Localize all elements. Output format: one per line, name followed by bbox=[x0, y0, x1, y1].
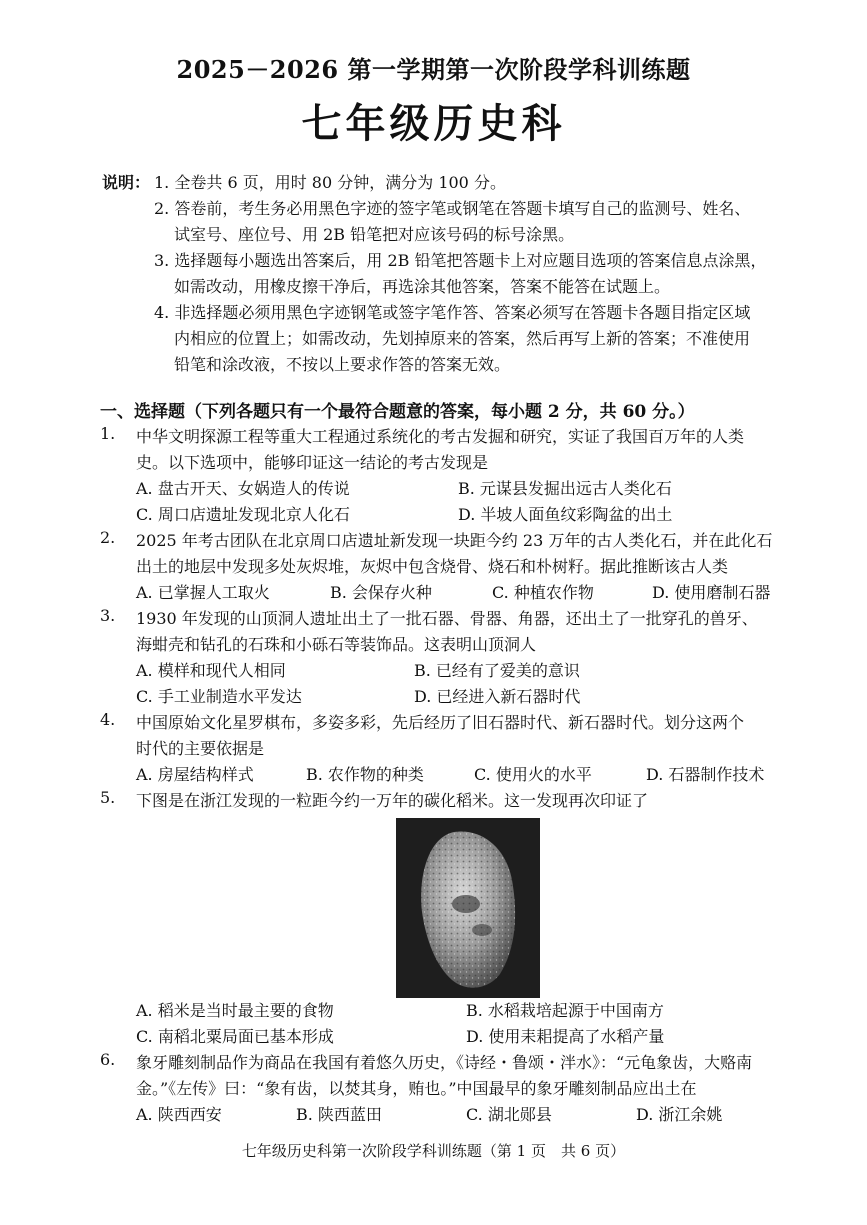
instruction-line: 2. 答卷前，考生务必用黑色字迹的签字笔或钢笔在答题卡填写自己的监测号、姓名、 bbox=[154, 199, 751, 218]
question-number: 2. bbox=[100, 528, 116, 547]
option-a: A. 房屋结构样式 bbox=[136, 765, 254, 784]
question-number: 1. bbox=[100, 424, 116, 443]
question-text: 中华文明探源工程等重大工程通过系统化的考古发掘和研究，实证了我国百万年的人类 bbox=[136, 427, 745, 446]
instruction-line: 1. 全卷共 6 页，用时 80 分钟，满分为 100 分。 bbox=[154, 173, 506, 192]
question-text: 1930 年发现的山顶洞人遗址出土了一批石器、骨器、角器，还出土了一批穿孔的兽牙、 bbox=[136, 609, 758, 628]
rice-grain-icon bbox=[396, 818, 540, 998]
option-b: B. 农作物的种类 bbox=[306, 765, 424, 784]
question-text: 金。”《左传》曰：“象有齿，以焚其身，贿也。”中国最早的象牙雕刻制品应出土在 bbox=[136, 1079, 697, 1098]
question-text: 出土的地层中发现多处灰烬堆，灰烬中包含烧骨、烧石和朴树籽。据此推断该古人类 bbox=[136, 557, 729, 576]
option-c: C. 周口店遗址发现北京人化石 bbox=[136, 505, 350, 524]
question-text: 下图是在浙江发现的一粒距今约一万年的碳化稻米。这一发现再次印证了 bbox=[136, 791, 649, 810]
question-5 bbox=[100, 788, 840, 814]
question-text: 史。以下选项中，能够印证这一结论的考古发现是 bbox=[136, 453, 489, 472]
question-2 bbox=[100, 528, 840, 606]
option-b: B. 水稻栽培起源于中国南方 bbox=[466, 1001, 664, 1020]
option-d: D. 浙江余姚 bbox=[636, 1105, 723, 1124]
question-number: 5. bbox=[100, 788, 116, 807]
instruction-line: 试室号、座位号、用 2B 铅笔把对应该号码的标号涂黑。 bbox=[174, 225, 575, 244]
section-heading: 一、选择题（下列各题只有一个最符合题意的答案，每小题 2 分，共 60 分。） bbox=[100, 402, 695, 422]
option-c: C. 种植农作物 bbox=[492, 583, 594, 602]
option-d: D. 已经进入新石器时代 bbox=[414, 687, 581, 706]
option-c: C. 南稻北粟局面已基本形成 bbox=[136, 1027, 334, 1046]
question-text: 象牙雕刻制品作为商品在我国有着悠久历史，《诗经・鲁颂・泮水》：“元龟象齿，大赂南 bbox=[136, 1053, 753, 1072]
question-5-options bbox=[100, 998, 840, 1050]
instruction-line: 4. 非选择题必须用黑色字迹钢笔或签字笔作答、答案必须写在答题卡各题目指定区域 bbox=[154, 303, 751, 322]
option-b: B. 已经有了爱美的意识 bbox=[414, 661, 580, 680]
instruction-line: 如需改动，用橡皮擦干净后，再选涂其他答案，答案不能答在试题上。 bbox=[174, 277, 671, 296]
option-d: D. 石器制作技术 bbox=[646, 765, 765, 784]
instruction-line: 内相应的位置上；如需改动，先划掉原来的答案，然后再写上新的答案；不准使用 bbox=[174, 329, 751, 348]
subject-title: 七年级历史科 bbox=[301, 100, 566, 147]
option-c: C. 湖北郧县 bbox=[466, 1105, 552, 1124]
instruction-line: 铅笔和涂改液，不按以上要求作答的答案无效。 bbox=[174, 355, 511, 374]
instructions bbox=[102, 170, 837, 378]
option-b: B. 陕西蓝田 bbox=[296, 1105, 382, 1124]
instructions-block bbox=[102, 170, 837, 378]
question-4 bbox=[100, 710, 840, 788]
option-d: D. 使用磨制石器 bbox=[652, 583, 771, 602]
exam-title: 2025－2026 第一学期第一次阶段学科训练题 bbox=[176, 55, 691, 84]
instructions-lead: 说明： bbox=[102, 173, 151, 192]
question-number: 6. bbox=[100, 1050, 116, 1069]
question-text: 海蚶壳和钻孔的石珠和小砾石等装饰品。这表明山顶洞人 bbox=[136, 635, 537, 654]
option-b: B. 元谋县发掘出远古人类化石 bbox=[458, 479, 672, 498]
question-text: 中国原始文化星罗棋布，多姿多彩，先后经历了旧石器时代、新石器时代。划分这两个 bbox=[136, 713, 745, 732]
option-b: B. 会保存火种 bbox=[330, 583, 432, 602]
page-footer: 七年级历史科第一次阶段学科训练题（第 1 页 共 6 页） bbox=[241, 1142, 626, 1160]
option-c: C. 手工业制造水平发达 bbox=[136, 687, 302, 706]
option-a: A. 模样和现代人相同 bbox=[136, 661, 286, 680]
question-text: 时代的主要依据是 bbox=[136, 739, 265, 758]
option-a: A. 已掌握人工取火 bbox=[136, 583, 270, 602]
instruction-line: 3. 选择题每小题选出答案后，用 2B 铅笔把答题卡上对应题目选项的答案信息点涂黑， bbox=[154, 251, 767, 270]
option-a: A. 稻米是当时最主要的食物 bbox=[136, 1001, 334, 1020]
carbonized-rice-image bbox=[396, 818, 540, 998]
option-a: A. 盘古开天、女娲造人的传说 bbox=[136, 479, 350, 498]
question-text: 2025 年考古团队在北京周口店遗址新发现一块距今约 23 万年的古人类化石，并在此化石 bbox=[136, 531, 773, 550]
option-d: D. 使用耒耜提高了水稻产量 bbox=[466, 1027, 665, 1046]
option-d: D. 半坡人面鱼纹彩陶盆的出土 bbox=[458, 505, 673, 524]
question-3 bbox=[100, 606, 840, 710]
question-1 bbox=[100, 424, 840, 528]
question-number: 3. bbox=[100, 606, 116, 625]
question-6 bbox=[100, 1050, 840, 1128]
option-a: A. 陕西西安 bbox=[136, 1105, 222, 1124]
option-c: C. 使用火的水平 bbox=[474, 765, 592, 784]
question-number: 4. bbox=[100, 710, 116, 729]
